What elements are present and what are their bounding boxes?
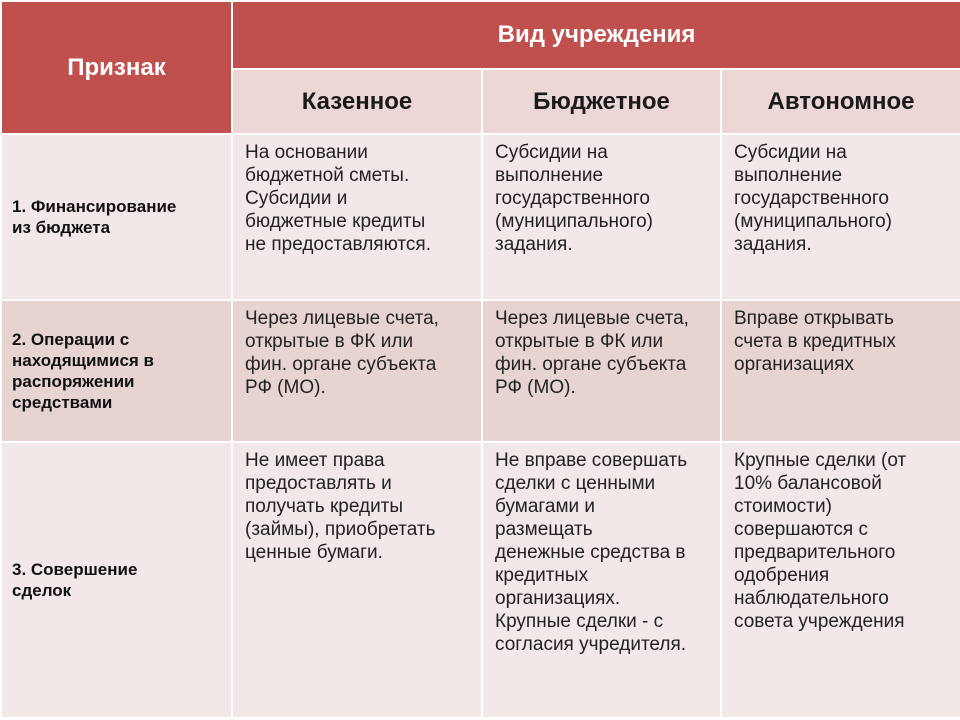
cell-avtonomnoe: Вправе открывать счета в кредитных организациях: [721, 300, 960, 442]
cell-kazennoe: На основании бюджетной сметы. Субсидии и бюджетные кредиты не предоставляются.: [232, 134, 482, 300]
cell-byudzhetnoe: Через лицевые счета, открытые в ФК или фин. органе субъекта РФ (МО).: [482, 300, 721, 442]
cell-byudzhetnoe: Не вправе совершать сделки с ценными бумагами и размещать денежные средства в кредитных организациях. Крупные сделки - с согласия учредителя.: [482, 442, 721, 718]
table-row: [1, 134, 960, 300]
column-header-label: Казенное: [301, 87, 413, 115]
table-row: [1, 442, 960, 718]
institution-type-label: Вид учреждения: [497, 21, 696, 48]
cell-byudzhetnoe: Субсидии на выполнение государственного (муниципального) задания.: [482, 134, 721, 300]
column-header-label: Автономное: [767, 87, 915, 115]
row-feature-operations: 2. Операции с находящимися в распоряжении средствами: [1, 300, 232, 442]
cell-kazennoe: Не имеет права предоставлять и получать кредиты (займы), приобретать ценные бумаги.: [232, 442, 482, 718]
cell-avtonomnoe: Крупные сделки (от 10% балансовой стоимости) совершаются с предварительного одобрения наблюдательного совета учреждения: [721, 442, 960, 718]
column-header-avtonomnoe: [721, 69, 960, 134]
feature-column-header: [1, 1, 232, 134]
column-header-byudzhetnoe: [482, 69, 721, 134]
table-row: [1, 300, 960, 442]
column-header-kazennoe: [232, 69, 482, 134]
row-feature-financing: 1. Финансирование из бюджета: [1, 134, 232, 300]
row-feature-transactions: 3. Совершение сделок: [1, 442, 232, 718]
cell-avtonomnoe: Субсидии на выполнение государственного (муниципального) задания.: [721, 134, 960, 300]
feature-header-label: Признак: [67, 53, 166, 81]
institution-type-header: [232, 1, 960, 69]
cell-kazennoe: Через лицевые счета, открытые в ФК или фин. органе субъекта РФ (МО).: [232, 300, 482, 442]
column-header-label: Бюджетное: [533, 87, 670, 115]
